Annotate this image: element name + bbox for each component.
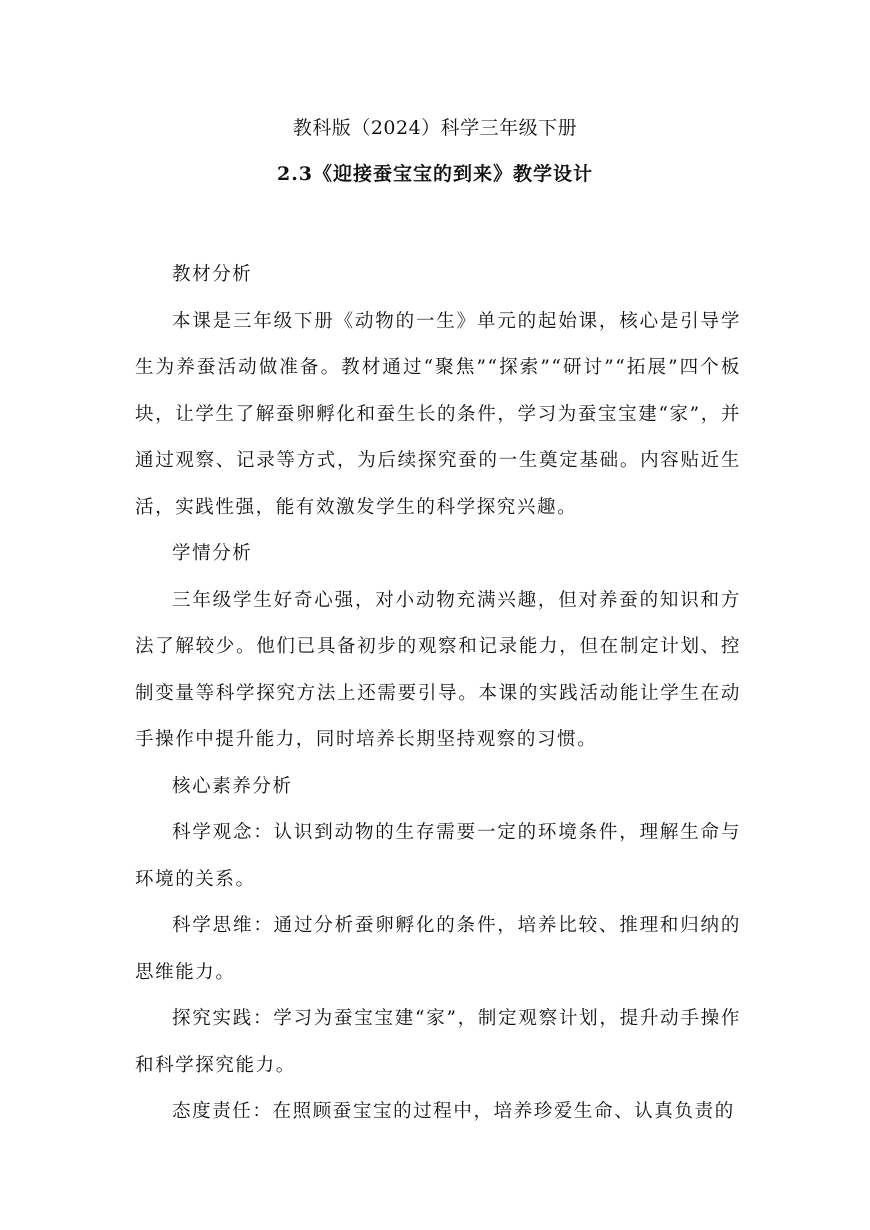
section-heading-student-analysis: 学情分析 (172, 543, 253, 564)
paragraph-science-concept: 科学观念：认识到动物的生存需要一定的环境条件，理解生命与环境的关系。 (135, 822, 741, 890)
document-body (135, 252, 741, 1136)
section-heading-textbook-analysis: 教材分析 (172, 264, 253, 285)
paragraph-attitude-responsibility: 态度责任：在照顾蚕宝宝的过程中，培养珍爱生命、认真负责的 (172, 1101, 735, 1122)
document-title: 2.3《迎接蚕宝宝的到来》教学设计 (276, 163, 594, 185)
paragraph-inquiry-practice: 探究实践：学习为蚕宝宝建“家”，制定观察计划，提升动手操作和科学探究能力。 (135, 1008, 741, 1076)
document-subtitle: 教科版（2024）科学三年级下册 (292, 117, 578, 139)
paragraph-textbook-analysis: 本课是三年级下册《动物的一生》单元的起始课，核心是引导学生为养蚕活动做准备。教材通过“聚焦”“探索”“研讨”“拓展”四个板块，让学生了解蚕卵孵化和蚕生长的条件，学习为蚕宝宝建“家”，并通过观察、记录等方式，为后续探究蚕的一生奠定基础。内容贴近生活，实践性强，能有效激发学生的科学探究兴趣。 (135, 310, 741, 518)
paragraph-science-thinking: 科学思维：通过分析蚕卵孵化的条件，培养比较、推理和归纳的思维能力。 (135, 915, 741, 983)
paragraph-student-analysis: 三年级学生好奇心强，对小动物充满兴趣，但对养蚕的知识和方法了解较少。他们已具备初步的观察和记录能力，但在制定计划、控制变量等科学探究方法上还需要引导。本课的实践活动能让学生在动手操作中提升能力，同时培养长期坚持观察的习惯。 (135, 589, 741, 750)
section-heading-core-literacy: 核心素养分析 (172, 775, 293, 797)
